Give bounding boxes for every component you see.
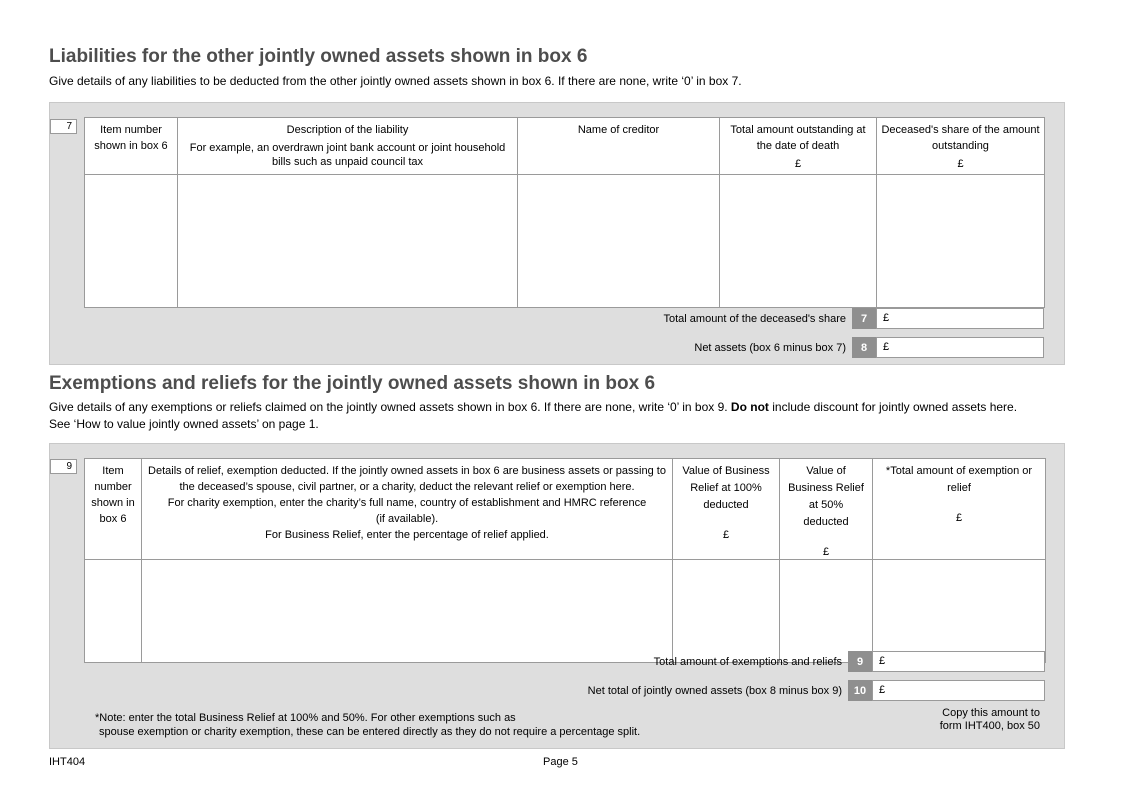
- exemptions-table: [84, 458, 1046, 663]
- box-10-input[interactable]: £: [872, 680, 1045, 701]
- total-outstanding-cell[interactable]: [720, 175, 877, 308]
- box-9-total-row: [654, 651, 1045, 672]
- table-row: [85, 175, 1045, 308]
- box-7-total-row: [664, 308, 1045, 329]
- deceased-share-cell[interactable]: [877, 175, 1045, 308]
- box-8-input[interactable]: £: [876, 337, 1044, 358]
- box-10-total-row: [588, 680, 1045, 701]
- box-8-badge: 8: [852, 337, 876, 358]
- exemptions-intro: Give details of any exemptions or reliefs claimed on the jointly owned assets shown in box 6. If there are none, write ‘0’ in box 9. Do not include discount for jointly owned assets here. See ‘How to value jointly owned assets’ on page 1.: [49, 400, 1018, 431]
- col-deceased-share: Deceased's share of the amount outstanding £: [877, 118, 1045, 175]
- box-7-input[interactable]: £: [876, 308, 1044, 329]
- box-10-badge: 10: [848, 680, 872, 701]
- col-br-100: Value of Business Relief at 100% deducted £: [673, 459, 780, 560]
- box-9-number: 9: [50, 459, 77, 474]
- total-exemption-cell[interactable]: [873, 560, 1046, 663]
- copy-to-iht400-note: Copy this amount to form IHT400, box 50: [939, 707, 1040, 732]
- box-8-total-row: [694, 337, 1044, 358]
- box-7-badge: 7: [852, 308, 876, 329]
- col-total-outstanding: Total amount outstanding at the date of death £: [720, 118, 877, 175]
- box-8-label: Net assets (box 6 minus box 7): [694, 341, 846, 354]
- br-100-cell[interactable]: [673, 560, 780, 663]
- creditor-cell[interactable]: [518, 175, 720, 308]
- relief-details-cell[interactable]: [142, 560, 673, 663]
- col-total-exemption: *Total amount of exemption or relief £: [873, 459, 1046, 560]
- business-relief-note: *Note: enter the total Business Relief at 100% and 50%. For other exemptions such as spouse exemption or charity exemption, these can be entered directly as they do not require a percentage split.: [95, 712, 641, 738]
- box-10-label: Net total of jointly owned assets (box 8 minus box 9): [587, 684, 842, 697]
- liabilities-intro: Give details of any liabilities to be deducted from the other jointly owned assets shown in box 6. If there are none, write ‘0’ in box 7.: [49, 74, 742, 88]
- exemptions-heading: Exemptions and reliefs for the jointly owned assets shown in box 6: [49, 373, 656, 394]
- page-number: Page 5: [543, 756, 578, 768]
- col-creditor: Name of creditor: [518, 118, 720, 175]
- description-cell[interactable]: [178, 175, 518, 308]
- col-item-number: Item number shown in box 6: [85, 118, 178, 175]
- box-9-input[interactable]: £: [872, 651, 1045, 672]
- liabilities-table: [84, 117, 1045, 308]
- box-9-label: Total amount of exemptions and reliefs: [653, 655, 842, 668]
- box-7-label: Total amount of the deceased's share: [663, 312, 846, 325]
- table-header-row: [85, 459, 1046, 560]
- liabilities-heading: Liabilities for the other jointly owned assets shown in box 6: [49, 46, 588, 67]
- col-description: Description of the liability For example, an overdrawn joint bank account or joint household bills such as unpaid council tax: [178, 118, 518, 175]
- box-7-number: 7: [50, 119, 77, 134]
- col-relief-details: Details of relief, exemption deducted. If the jointly owned assets in box 6 are business assets or passing to the deceased’s spouse, civil partner, or a charity, deduct the relevant relief or exemption here. For charity exemption, enter the charity’s full name, country of establishment and HMRC reference (if available). For Business Relief, enter the percentage of relief applied.: [142, 459, 673, 560]
- col-item-number: Item number shown in box 6: [85, 459, 142, 560]
- br-50-cell[interactable]: [780, 560, 873, 663]
- table-header-row: [85, 118, 1045, 175]
- item-number-cell[interactable]: [85, 175, 178, 308]
- table-row: [85, 560, 1046, 663]
- form-id: IHT404: [49, 756, 86, 768]
- box-9-badge: 9: [848, 651, 872, 672]
- item-number-cell[interactable]: [85, 560, 142, 663]
- col-br-50: Value of Business Relief at 50% deducted £: [780, 459, 873, 560]
